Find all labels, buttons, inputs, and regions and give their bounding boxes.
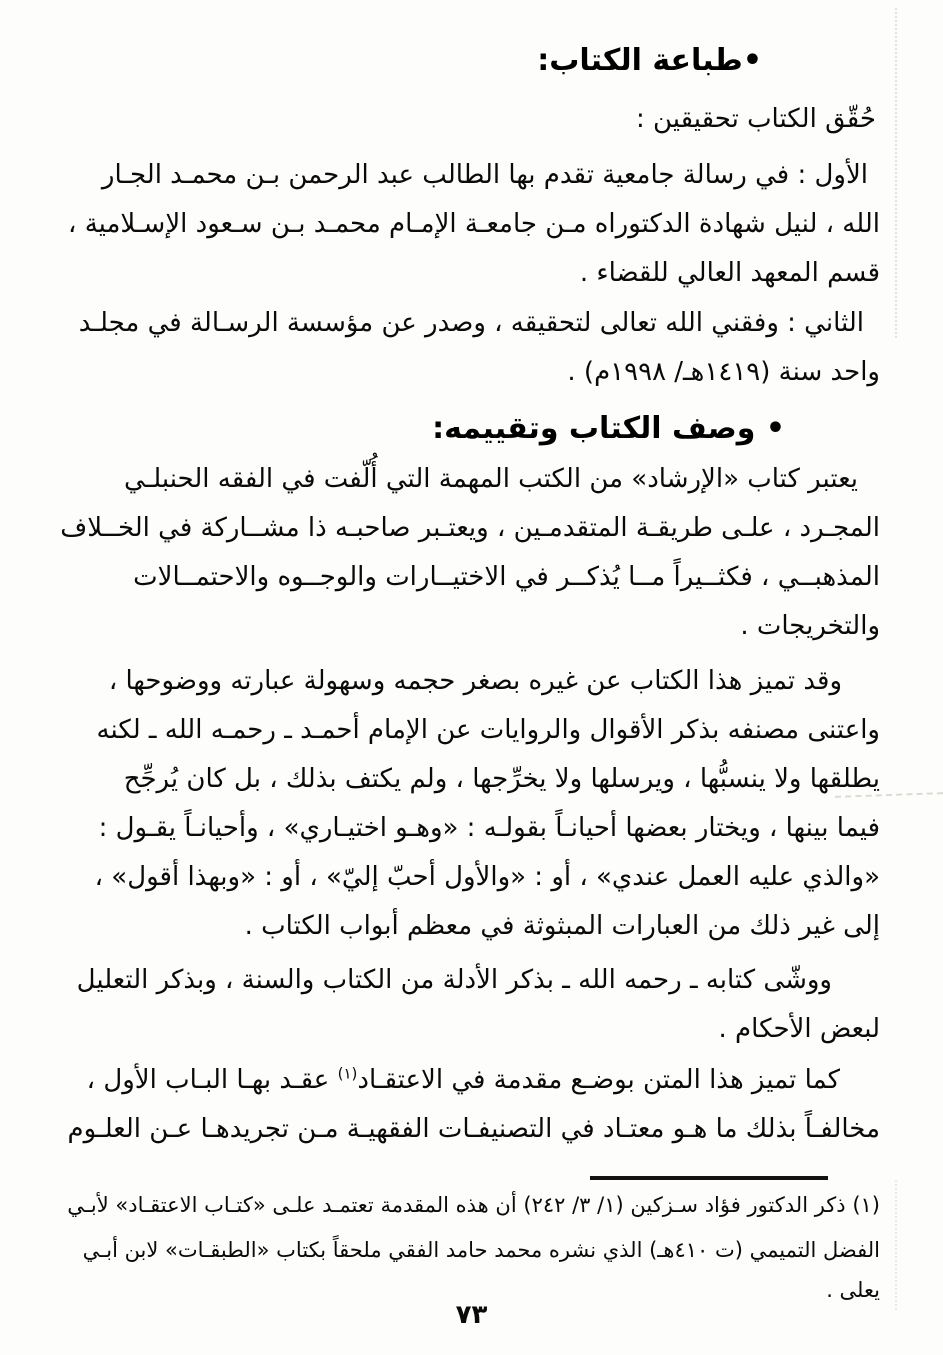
- page-number: ٧٣: [455, 1300, 488, 1330]
- body-text-line: الثاني : وفقني الله تعالى لتحقيقه ، وصدر عن مؤسسة الرسـالة في مجلـد: [78, 308, 864, 338]
- footnote-line: (١) ذكر الدكتور فؤاد سـزكين (١/ ٣/ ٢٤٢) أن هذه المقدمة تعتمـد علـى «كتـاب الاعتقـاد» لأبـي: [67, 1193, 880, 1217]
- body-text-line: يعتبر كتاب «الإرشاد» من الكتب المهمة التي أُلّفت في الفقه الحنبلـي: [123, 464, 858, 494]
- section-heading: •طباعة الكتاب:: [537, 43, 762, 78]
- body-text-line: «والذي عليه العمل عندي» ، أو : «والأول أحبّ إليّ» ، أو : «وبهذا أقول» ،: [94, 862, 880, 892]
- footnote-line: الفضل التميمي (ت ٤١٠هـ) الذي نشره محمد حامد الفقي ملحقاً بكتاب «الطبقـات» لابن أبـي: [82, 1238, 880, 1262]
- body-text-line: يطلقها ولا ينسبُّها ، ويرسلها ولا يخرِّجها ، ولم يكتف بذلك ، بل كان يُرجِّح: [123, 764, 880, 794]
- body-text-segment: كما تميز هذا المتن بوضـع مقدمة في الاعتقـاد: [357, 1065, 840, 1095]
- footnote-line: يعلى .: [826, 1278, 880, 1302]
- body-text-line: المذهبــي ، فكثــيراً مــا يُذكــر في الاختيــارات والوجــوه والاحتمــالات: [133, 562, 880, 592]
- body-text-line: والتخريجات .: [740, 611, 880, 641]
- body-text-line: فيما بينها ، ويختار بعضها أحيانـاً بقولـه : «وهـو اختيـاري» ، وأحيانـاً يقـول :: [98, 813, 880, 843]
- footnote-separator-rule: [590, 1176, 828, 1180]
- body-text-segment: عقـد بهـا البـاب الأول ،: [86, 1065, 338, 1095]
- section-heading: • وصف الكتاب وتقييمه:: [432, 411, 785, 446]
- body-text-line: المجـرد ، علـى طريقـة المتقدمـين ، ويعتـبر صاحبـه ذا مشــاركة في الخــلاف: [60, 513, 880, 543]
- body-text-line: الله ، لنيل شهادة الدكتوراه مـن جامعـة الإمـام محمـد بـن سـعود الإسـلامية ،: [68, 209, 880, 239]
- scan-artifact-dotted-line: [895, 8, 897, 338]
- body-text-line: [87, 1057, 840, 1103]
- body-text-line: إلى غير ذلك من العبارات المبثوثة في معظم أبواب الكتاب .: [244, 911, 880, 941]
- body-text-line: مخالفـاً بذلك ما هـو معتـاد في التصنيفـات الفقهيـة مـن تجريدهـا عـن العلـوم: [67, 1114, 880, 1144]
- body-text-line: حُقّق الكتاب تحقيقين :: [635, 104, 876, 134]
- body-text-line: لبعض الأحكام .: [718, 1014, 880, 1044]
- body-text-line: الأول : في رسالة جامعية تقدم بها الطالب عبد الرحمن بـن محمـد الجـار: [101, 160, 868, 190]
- body-text-line: واعتنى مصنفه بذكر الأقوال والروايات عن الإمام أحمـد ـ رحمـه الله ـ لكنه: [96, 715, 880, 745]
- scan-artifact-dotted-line: [895, 1180, 897, 1310]
- body-text-line: قسم المعهد العالي للقضاء .: [579, 258, 880, 288]
- body-text-line: ووشّى كتابه ـ رحمه الله ـ بذكر الأدلة من الكتاب والسنة ، وبذكر التعليل: [76, 965, 832, 995]
- body-text-line: وقد تميز هذا الكتاب عن غيره بصغر حجمه وسهولة عبارته ووضوحها ،: [108, 666, 842, 696]
- footnote-reference-marker: (١): [337, 1064, 358, 1083]
- body-text-line: واحد سنة (١٤١٩هـ/ ١٩٩٨م) .: [567, 357, 880, 387]
